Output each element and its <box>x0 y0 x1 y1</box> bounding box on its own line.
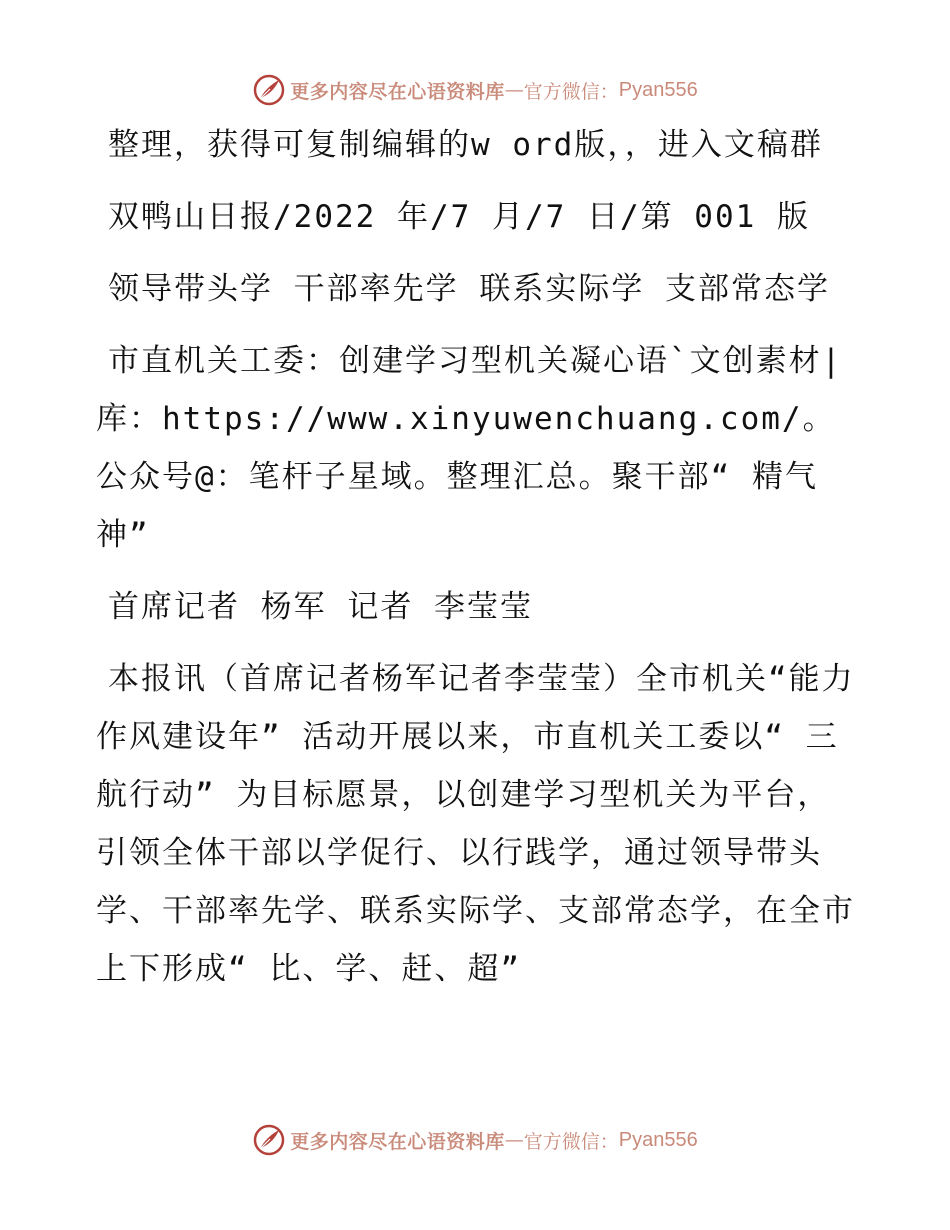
paragraph-subheadline: 市直机关工委：创建学习型机关凝心语`文创素材|库：https://www.xinyuwenchuang.com/。公众号@：笔杆子星域。整理汇总。聚干部“ 精气神” <box>96 343 843 553</box>
footer-banner <box>0 1120 950 1160</box>
banner-separator: — <box>504 79 524 101</box>
paragraph-byline: 首席记者 杨军 记者 李莹莹 <box>108 589 533 625</box>
banner-wechat-label: 官方微信： <box>523 1130 619 1153</box>
paragraph-source: 双鸭山日报/2022 年/7 月/7 日/第 001 版 <box>108 199 810 235</box>
feather-logo-icon <box>252 1123 286 1157</box>
banner-wechat-id: Pyan556 <box>618 78 698 101</box>
banner-wechat-label: 官方微信： <box>523 80 619 103</box>
banner-text: 更多内容尽在心语资料库 <box>290 1130 505 1153</box>
paragraph-headline: 领导带头学 干部率先学 联系实际学 支部常态学 <box>108 271 830 307</box>
feather-logo-icon <box>252 73 286 107</box>
paragraph-intro: 整理，获得可复制编辑的w ord版，，进入文稿群 <box>108 127 823 163</box>
header-banner <box>0 70 950 110</box>
paragraph-body: 本报讯（首席记者杨军记者李莹莹）全市机关“能力作风建设年” 活动开展以来，市直机关工委以“ 三航行动” 为目标愿景，以创建学习型机关为平台，引领全体干部以学促行、以行践学，通过领导带头学、干部率先学、联系实际学、支部常态学，在全市上下形成“ 比、学、赶、超” <box>96 661 855 987</box>
banner-text: 更多内容尽在心语资料库 <box>290 80 505 103</box>
banner-separator: — <box>504 1129 524 1151</box>
document-body <box>96 116 856 1012</box>
banner-wechat-id: Pyan556 <box>618 1128 698 1151</box>
